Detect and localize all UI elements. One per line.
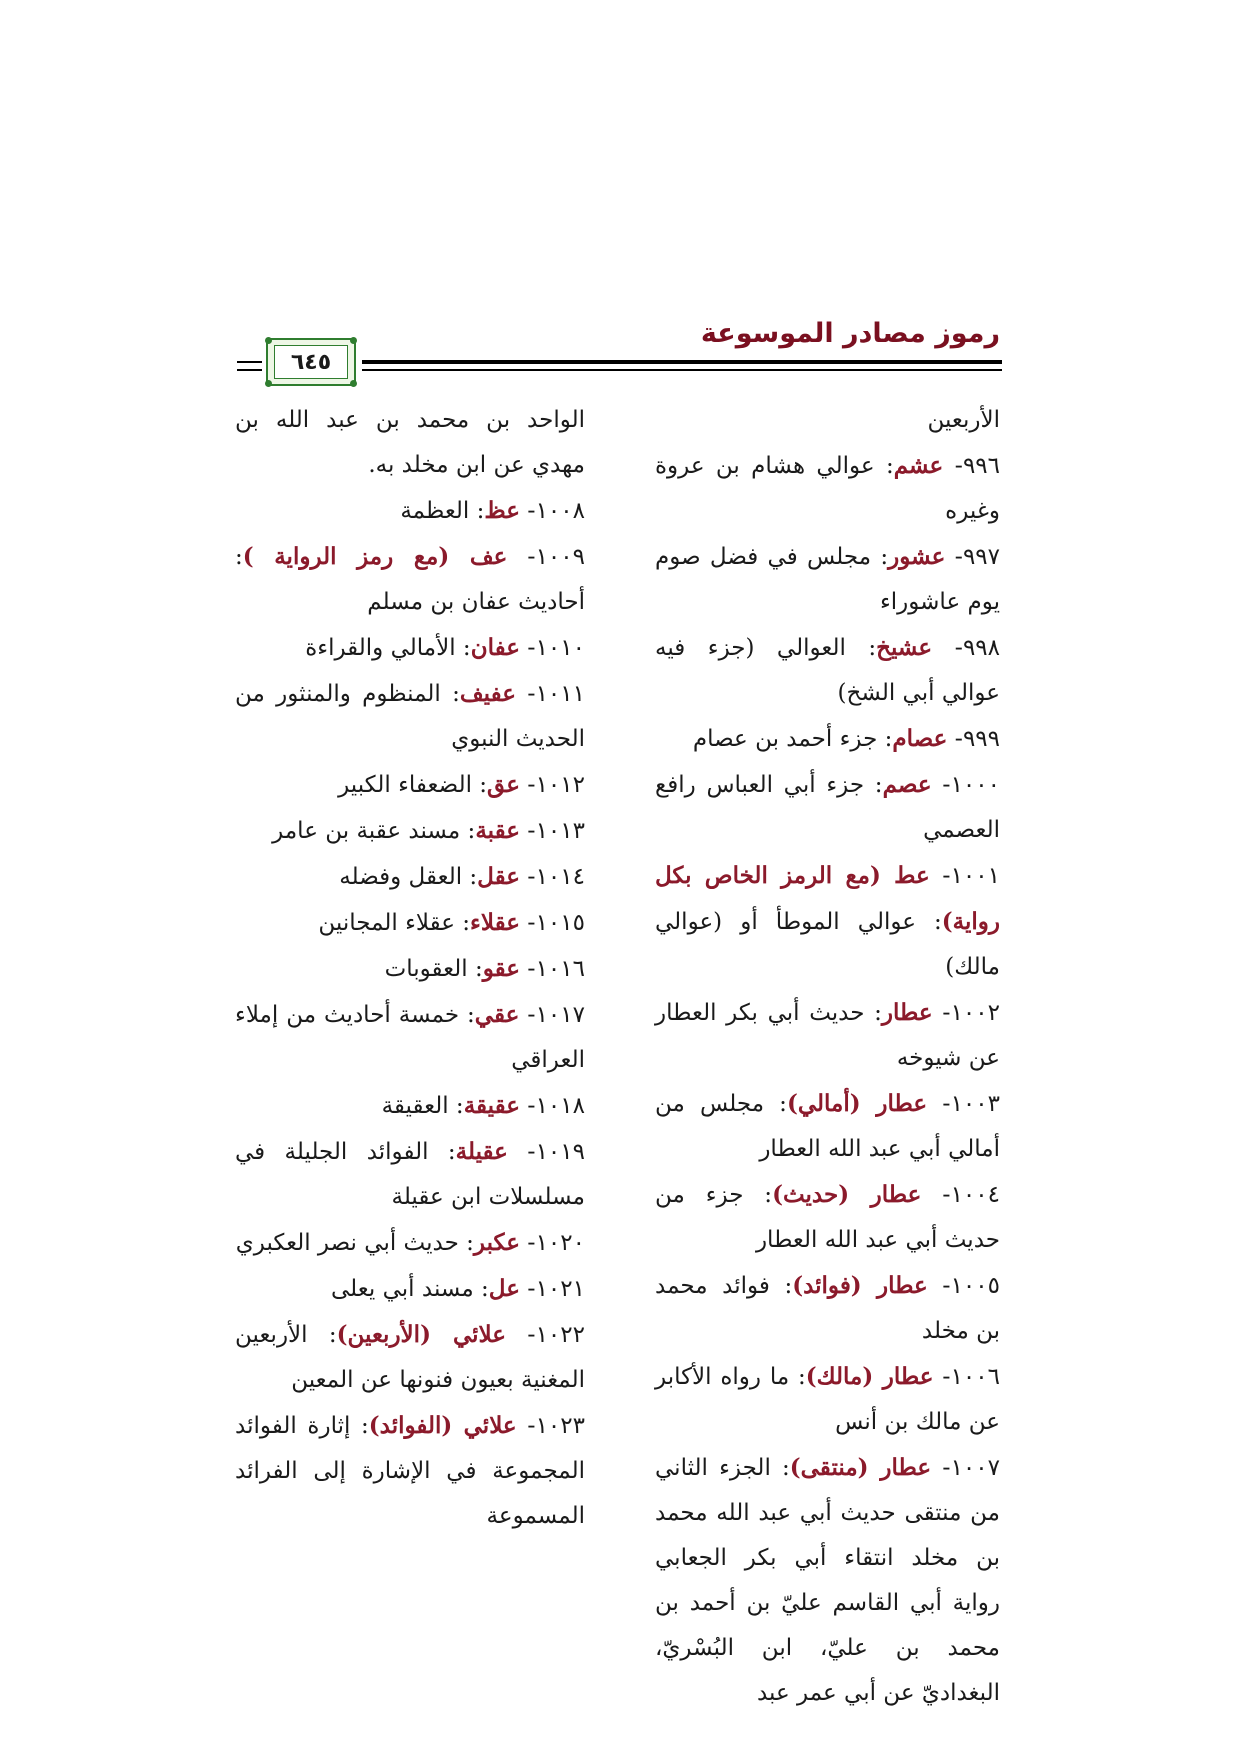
- entry: [655, 1081, 1000, 1172]
- entry-number: ١٠٢١-: [519, 1276, 585, 1302]
- entry-symbol: عطار: [881, 999, 933, 1026]
- entry-description: : عقلاء المجانين: [318, 910, 471, 936]
- entry-symbol: علائي (الأربعين): [336, 1321, 506, 1348]
- entry-number: ١٠٢٢-: [505, 1322, 585, 1348]
- entry: [235, 398, 585, 488]
- entry-description: : جزء أحمد بن عصام: [692, 726, 893, 752]
- entry-number: ١٠٢٣-: [516, 1413, 585, 1439]
- entry-number: ١٠٠٢-: [932, 1000, 1000, 1026]
- entry-description: : العوالي (جزء فيه عوالي أبي الشخ): [655, 635, 1000, 706]
- entry: [235, 488, 585, 534]
- page-number: ٦٤٥: [274, 345, 348, 379]
- entry-number: ١٠١٤-: [519, 864, 585, 890]
- entry: [655, 762, 1000, 853]
- entry-symbol: عقيقة: [463, 1092, 520, 1119]
- entry-symbol: عصم: [882, 771, 932, 798]
- entry-symbol: عقلاء: [470, 909, 520, 936]
- ornament-icon: [350, 337, 357, 344]
- entry-description: : ما رواه الأكابر عن مالك بن أنس: [655, 1364, 1000, 1435]
- entry-symbol: عقبة: [475, 817, 520, 844]
- entry-description: : مسند أبي يعلى: [331, 1276, 489, 1302]
- entry-number: ١٠٠٣-: [927, 1091, 1000, 1117]
- header-rule-thick: [362, 360, 1002, 364]
- entry: [655, 625, 1000, 716]
- entry-description: : أحاديث عفان بن مسلم: [235, 544, 585, 615]
- entry-description: الأربعين: [927, 407, 1000, 433]
- header-rule-left: [237, 369, 262, 371]
- entry-number: ١٠٠٠-: [931, 772, 1000, 798]
- entry-description: : الجزء الثاني من منتقى حديث أبي عبد الله محمد بن مخلد انتقاء أبي بكر الجعابي رواية أبي القاسم عليّ بن أحمد بن محمد بن عليّ، ابن البُسْريّ، البغداديّ عن أبي عمر عبد: [655, 1455, 1000, 1706]
- entry-description: : الأمالي والقراءة: [305, 635, 471, 661]
- entry-symbol: عطار (حديث): [772, 1181, 922, 1208]
- entry-number: ١٠١٥-: [519, 910, 585, 936]
- entry: [235, 1220, 585, 1266]
- entry-symbol: عط (مع الرمز الخاص بكل رواية): [655, 862, 1000, 935]
- entry: [655, 534, 1000, 625]
- entry-description: : العظمة: [400, 498, 485, 524]
- entry-symbol: عظ: [484, 497, 520, 524]
- entry-number: ٩٩٦-: [943, 453, 1000, 479]
- entry-description: : جزء من حديث أبي عبد الله العطار: [655, 1182, 1000, 1253]
- entry-description: : العقل وفضله: [339, 864, 478, 890]
- entry-number: ١٠٢٠-: [519, 1230, 585, 1256]
- entry-description: : الضعفاء الكبير: [338, 772, 488, 798]
- entry-description: : الفوائد الجليلة في مسلسلات ابن عقيلة: [235, 1139, 585, 1210]
- right-column: [655, 398, 1000, 1716]
- entry-number: ٩٩٨-: [932, 635, 1000, 661]
- entry-number: ٩٩٩-: [947, 726, 1000, 752]
- entry: [235, 1129, 585, 1220]
- entry: [655, 990, 1000, 1081]
- entry-number: ١٠١٦-: [519, 956, 585, 982]
- ornament-icon: [265, 337, 272, 344]
- entry: [235, 1266, 585, 1312]
- entry-description: : المنظوم والمنثور من الحديث النبوي: [235, 681, 585, 752]
- entry-symbol: علائي (الفوائد): [368, 1412, 517, 1439]
- entry-description: : مجلس في فضل صوم يوم عاشوراء: [655, 544, 1000, 615]
- entry: [235, 854, 585, 900]
- entry-number: ١٠١٩-: [507, 1139, 585, 1165]
- entry: [655, 1172, 1000, 1263]
- entry: [235, 534, 585, 625]
- entry-description: : الأربعين المغنية بعيون فنونها عن المعين: [235, 1322, 585, 1393]
- entry-symbol: عطار (فوائد): [792, 1272, 928, 1299]
- entry: [655, 853, 1000, 990]
- entry-description: : جزء أبي العباس رافع العصمي: [655, 772, 1000, 843]
- entry: [235, 1312, 585, 1403]
- entry-symbol: عف (مع رمز الرواية ): [242, 543, 508, 570]
- entry-description: الواحد بن محمد بن عبد الله بن مهدي عن ابن مخلد به.: [235, 407, 585, 478]
- entry: [235, 808, 585, 854]
- entry-number: ١٠٠٦-: [933, 1364, 1000, 1390]
- entry: [655, 1263, 1000, 1354]
- entry-description: : العقوبات: [384, 956, 483, 982]
- entry-symbol: عقيلة: [455, 1138, 508, 1165]
- left-column: [235, 398, 585, 1539]
- entry-symbol: عق: [487, 771, 520, 798]
- entry-description: : العقيقة: [381, 1093, 464, 1119]
- entry-number: ١٠١١-: [515, 681, 585, 707]
- entry-symbol: عشور: [888, 543, 946, 570]
- entry-symbol: عطار (أمالي): [786, 1090, 928, 1117]
- entry-description: : حديث أبي بكر العطار عن شيوخه: [655, 1000, 1000, 1071]
- entry-number: ١٠٠٨-: [519, 498, 585, 524]
- entry-symbol: عفان: [470, 634, 520, 661]
- entry-symbol: عقل: [477, 863, 520, 890]
- entry-description: : مسند عقبة بن عامر: [272, 818, 476, 844]
- ornament-icon: [350, 380, 357, 387]
- entry-number: ١٠١٠-: [519, 635, 585, 661]
- entry-description: : حديث أبي نصر العكبري: [235, 1230, 474, 1256]
- entry-number: ٩٩٧-: [945, 544, 1000, 570]
- entry-symbol: عفيف: [459, 680, 516, 707]
- entry: [655, 1354, 1000, 1445]
- header-rule-thin: [362, 369, 1002, 371]
- entry: [235, 1403, 585, 1539]
- entry-number: ١٠١٨-: [519, 1093, 585, 1119]
- entry-description: : مجلس من أمالي أبي عبد الله العطار: [655, 1091, 1000, 1162]
- header-rule-left: [237, 361, 262, 363]
- entry: [235, 625, 585, 671]
- entry: [235, 946, 585, 992]
- entry-number: ١٠١٣-: [519, 818, 585, 844]
- entry-symbol: عقي: [474, 1001, 520, 1028]
- entry-symbol: عكبر: [473, 1229, 520, 1256]
- entry-description: : فوائد محمد بن مخلد: [655, 1273, 1000, 1344]
- entry-number: ١٠٠٤-: [921, 1182, 1000, 1208]
- entry-number: ١٠٠١-: [929, 863, 1000, 889]
- entry-description: : عوالي هشام بن عروة وغيره: [655, 453, 1000, 524]
- ornament-icon: [265, 380, 272, 387]
- entry-symbol: عطار (مالك): [805, 1363, 934, 1390]
- entry-symbol: عصام: [892, 725, 948, 752]
- entry-description: : عوالي الموطأ أو (عوالي مالك): [655, 909, 1000, 980]
- running-title: رموز مصادر الموسوعة: [700, 318, 1000, 349]
- entry: [655, 398, 1000, 443]
- entry-symbol: عقو: [482, 955, 520, 982]
- entry: [655, 1445, 1000, 1716]
- entry-symbol: عشم: [893, 452, 944, 479]
- entry-number: ١٠١٢-: [519, 772, 585, 798]
- entry: [655, 716, 1000, 762]
- entry-symbol: عطار (منتقى): [789, 1454, 932, 1481]
- entry-number: ١٠٠٥-: [927, 1273, 1000, 1299]
- page-number-badge: [266, 338, 356, 386]
- entry: [235, 762, 585, 808]
- entry-number: ١٠١٧-: [519, 1002, 585, 1028]
- entry: [655, 443, 1000, 534]
- entry: [235, 992, 585, 1083]
- entry-symbol: عشيخ: [876, 634, 933, 661]
- entry: [235, 671, 585, 762]
- entry-number: ١٠٠٧-: [931, 1455, 1000, 1481]
- entry: [235, 1083, 585, 1129]
- entry-number: ١٠٠٩-: [507, 544, 585, 570]
- entry-description: : خمسة أحاديث من إملاء العراقي: [235, 1002, 585, 1073]
- page-header: [0, 318, 1240, 378]
- entry-description: : إثارة الفوائد المجموعة في الإشارة إلى الفرائد المسموعة: [235, 1413, 585, 1529]
- entry-symbol: عل: [488, 1275, 520, 1302]
- entry: [235, 900, 585, 946]
